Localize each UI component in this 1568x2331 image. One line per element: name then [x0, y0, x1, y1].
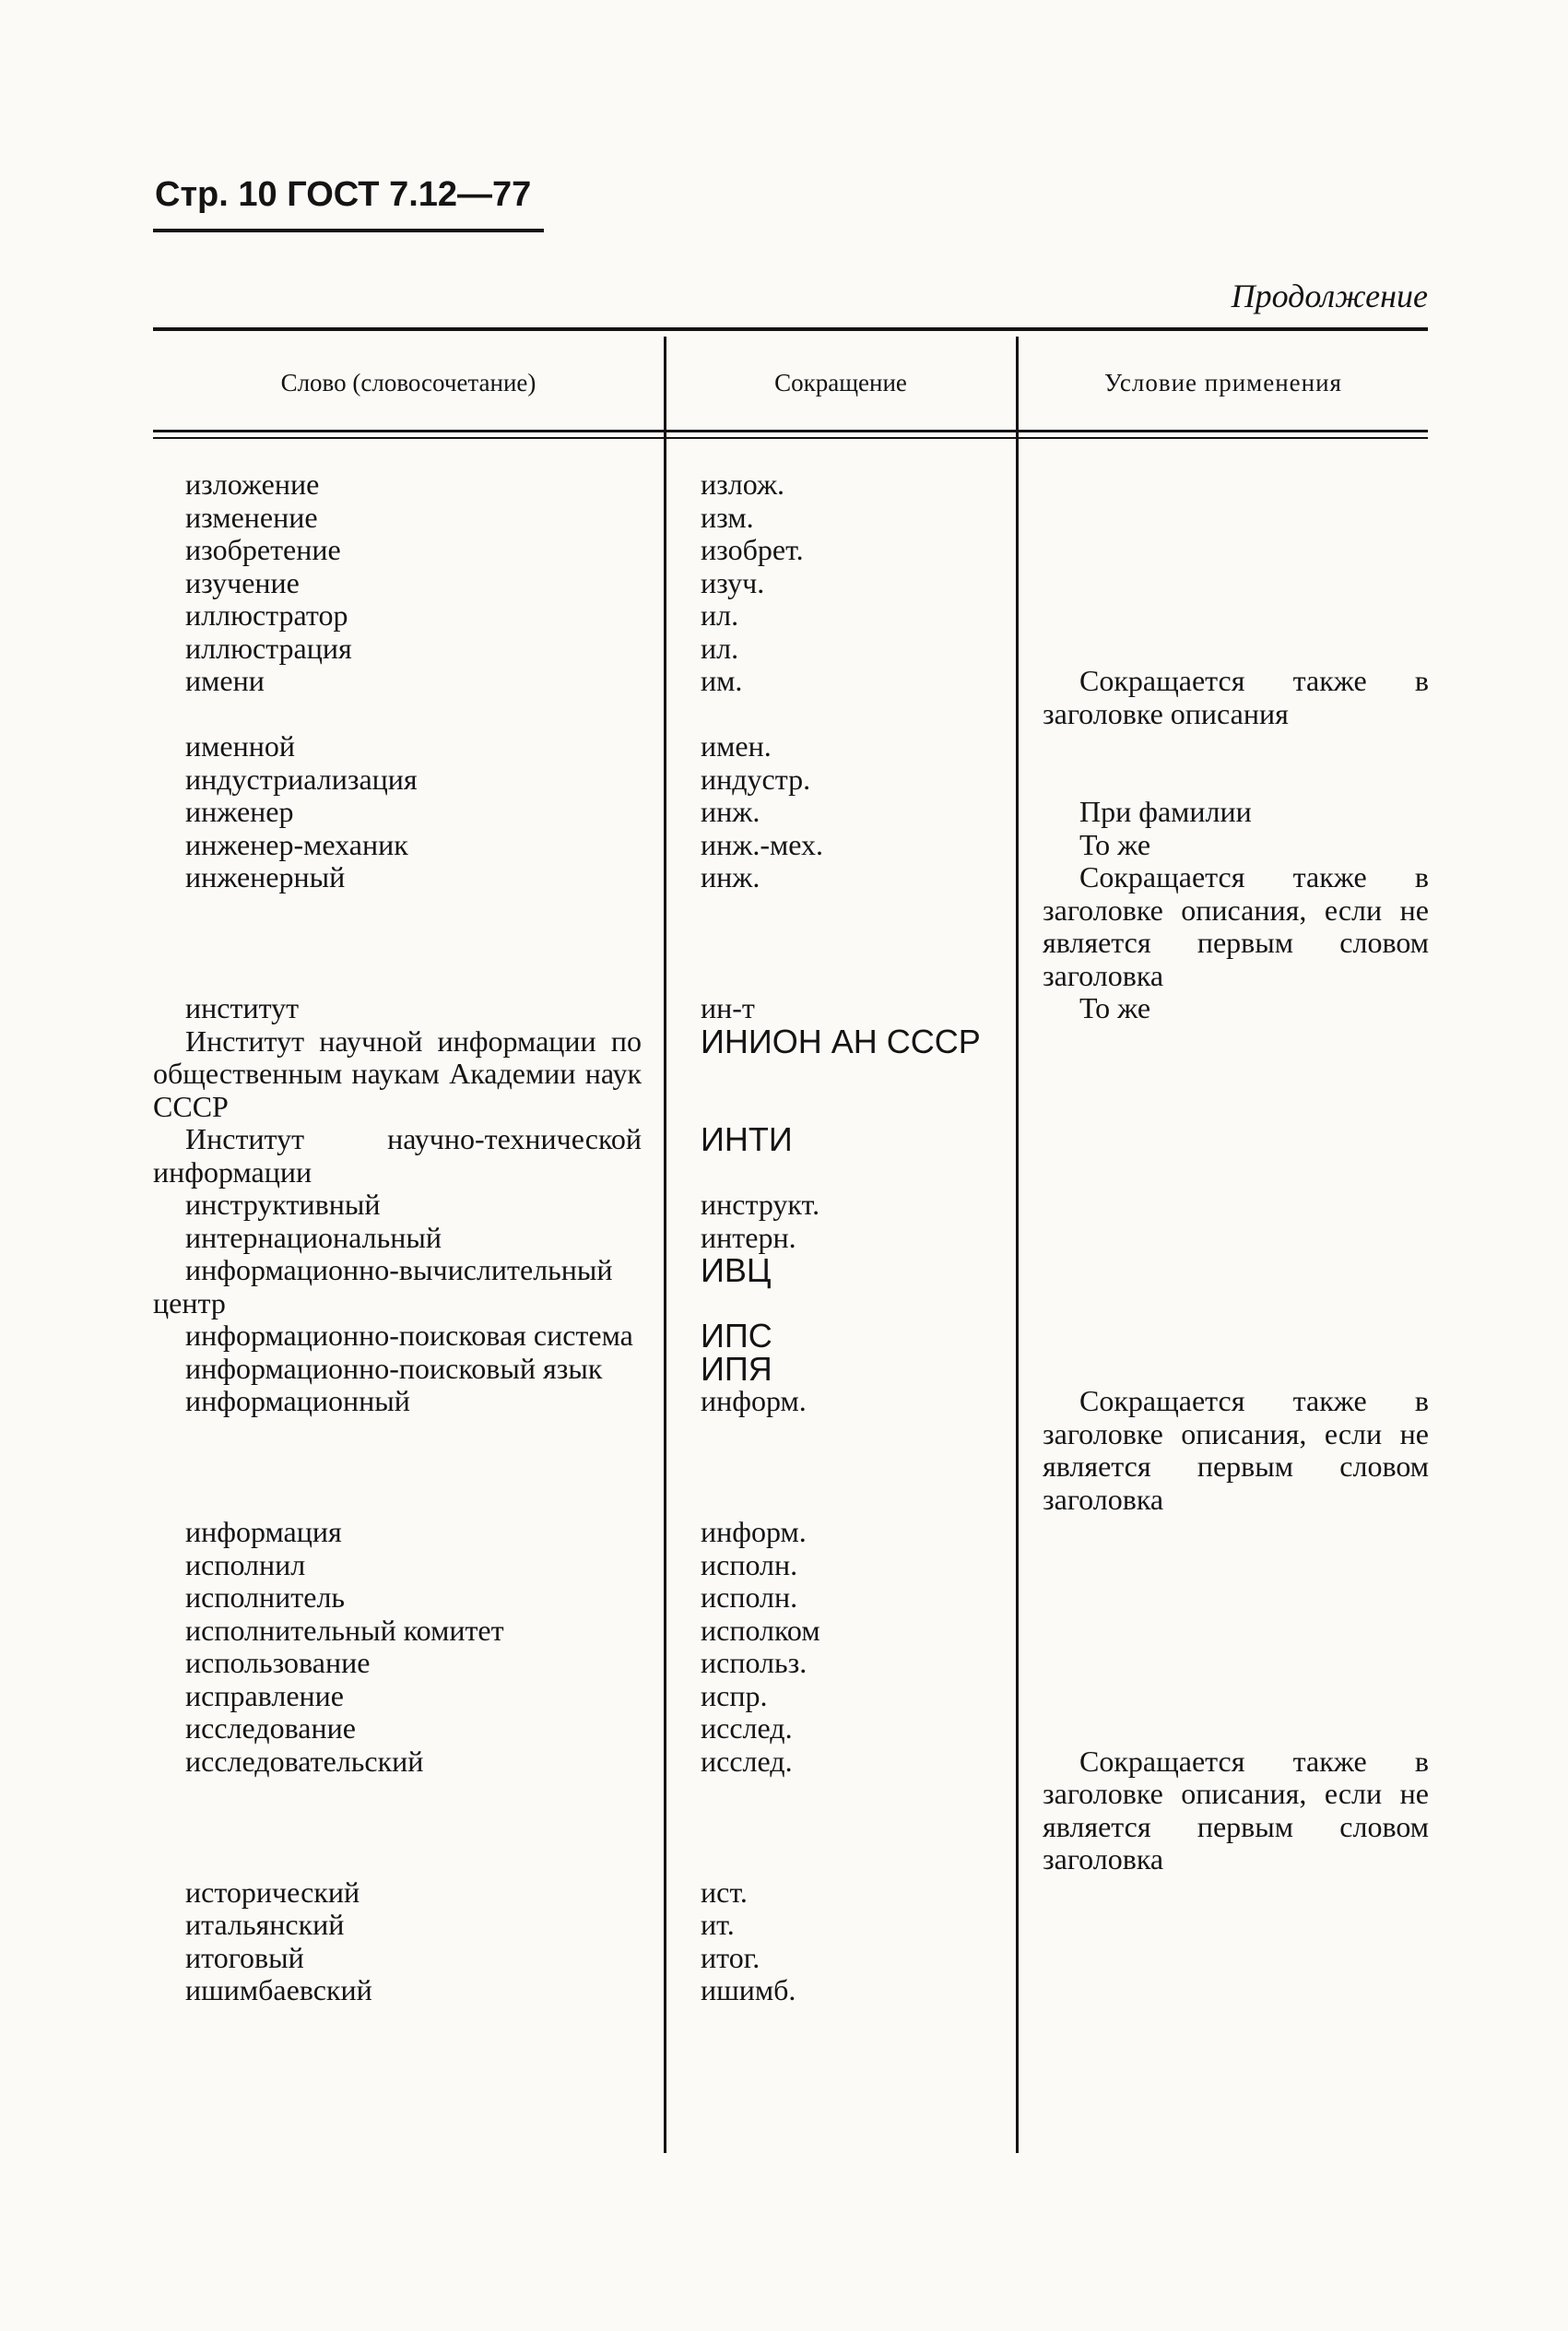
- word-cell: иллюстрация: [185, 631, 352, 665]
- condition-cell: [1017, 468, 1429, 502]
- abbreviation-cell: изуч.: [701, 565, 765, 599]
- condition-cell: [1017, 502, 1429, 535]
- word-cell: иллюстратор: [185, 598, 348, 632]
- word-cell: инженер-механик: [185, 827, 408, 861]
- word-cell: информационно-поисковый язык: [185, 1351, 603, 1385]
- word-cell: индустриализация: [185, 762, 418, 796]
- table-row: [0, 1549, 1568, 1582]
- table-row: [0, 502, 1568, 535]
- condition-cell: [1017, 1876, 1429, 1910]
- table-row: [0, 1022, 1568, 1124]
- abbreviation-cell: инж.-мех.: [701, 827, 824, 861]
- table-row: [0, 1120, 1568, 1189]
- condition-cell: [1017, 1549, 1429, 1582]
- abbreviation-cell: исполн.: [701, 1547, 798, 1581]
- word-cell: именной: [185, 729, 295, 763]
- condition-cell: Сокращается также в заголовке описания, если не является первым словом заголовка: [1043, 1744, 1429, 1875]
- condition-cell: [1017, 1254, 1429, 1319]
- word-cell: исторический: [185, 1875, 360, 1909]
- abbreviation-cell: индустр.: [701, 762, 811, 796]
- abbreviation-cell: ИПС: [701, 1317, 772, 1355]
- condition-cell: [1017, 1189, 1429, 1222]
- condition-cell: [1017, 1909, 1429, 1942]
- condition-cell: Сокращается также в заголовке описания, если не является первым словом заголовка: [1043, 860, 1429, 992]
- table-row: [0, 1516, 1568, 1549]
- table-row: [0, 1876, 1568, 1910]
- condition-cell: [1017, 633, 1429, 666]
- condition-cell: [1017, 1581, 1429, 1615]
- table-body: [0, 468, 1568, 2007]
- abbreviation-cell: ИНИОН АН СССР: [701, 1022, 981, 1060]
- word-cell: имени: [185, 664, 265, 697]
- table-row: [0, 1942, 1568, 1975]
- abbreviation-cell: инж.: [701, 860, 760, 893]
- word-cell: исследовательский: [185, 1744, 424, 1778]
- abbreviation-cell: изм.: [701, 500, 754, 534]
- abbreviation-cell: ИНТИ: [701, 1120, 793, 1158]
- abbreviation-cell: ист.: [701, 1875, 748, 1909]
- abbreviation-cell: информ.: [701, 1515, 807, 1548]
- table-row: [0, 468, 1568, 502]
- table-row: [0, 1385, 1568, 1516]
- abbreviation-cell: ил.: [701, 631, 739, 665]
- table-row: [0, 1909, 1568, 1942]
- condition-cell: При фамилии: [1079, 795, 1252, 828]
- table-row: [0, 796, 1568, 829]
- word-cell: итальянский: [185, 1908, 345, 1941]
- condition-cell: Сокращается также в заголовке описания, если не является первым словом заголовка: [1043, 1384, 1429, 1516]
- table-row: [0, 1189, 1568, 1222]
- abbreviation-cell: исслед.: [701, 1744, 793, 1778]
- table-row: [0, 1349, 1568, 1388]
- word-cell: итоговый: [185, 1940, 304, 1974]
- condition-cell: [1017, 1025, 1429, 1124]
- table-row: [0, 992, 1568, 1025]
- table-row: [0, 599, 1568, 633]
- continuation-label: Продолжение: [1231, 278, 1428, 314]
- word-cell: исследование: [185, 1711, 356, 1745]
- abbreviation-cell: ит.: [701, 1908, 735, 1941]
- abbreviation-cell: исполн.: [701, 1580, 798, 1614]
- table-top-rule: [153, 327, 1428, 331]
- condition-cell: [1017, 1712, 1429, 1745]
- word-cell: инженер: [185, 795, 294, 828]
- condition-cell: [1017, 1974, 1429, 2007]
- condition-cell: [1017, 1680, 1429, 1713]
- condition-cell: То же: [1079, 827, 1151, 861]
- condition-cell: [1017, 1647, 1429, 1680]
- abbreviation-cell: инж.: [701, 795, 760, 828]
- word-cell: Институт научной информации по общественным наукам Академии наук СССР: [153, 1024, 642, 1123]
- column-header-condition: Условие применения: [1104, 369, 1342, 396]
- condition-cell: [1017, 1222, 1429, 1255]
- column-header-abbreviation: Сокращение: [774, 369, 907, 396]
- table-row: [0, 633, 1568, 666]
- table-row: [0, 763, 1568, 797]
- table-row: [0, 730, 1568, 763]
- word-cell: информация: [185, 1515, 342, 1548]
- abbreviation-cell: исполком: [701, 1613, 820, 1647]
- condition-cell: [1017, 1615, 1429, 1648]
- table-row: [0, 1615, 1568, 1648]
- word-cell: исполнительный комитет: [185, 1613, 504, 1647]
- abbreviation-cell: ишимб.: [701, 1973, 796, 2006]
- abbreviation-cell: ил.: [701, 598, 739, 632]
- table-row: [0, 567, 1568, 600]
- condition-cell: [1017, 1319, 1429, 1353]
- condition-cell: [1017, 1516, 1429, 1549]
- condition-cell: [1017, 763, 1429, 797]
- table-row: [0, 1251, 1568, 1319]
- header-double-rule-top: [153, 430, 1428, 432]
- header-rule: [153, 229, 544, 232]
- word-cell: исполнитель: [185, 1580, 345, 1614]
- word-cell: инженерный: [185, 860, 346, 893]
- condition-cell: [1017, 730, 1429, 763]
- table-row: [0, 1745, 1568, 1876]
- table-row: [0, 1319, 1568, 1353]
- table-row: [0, 1222, 1568, 1255]
- condition-cell: [1017, 599, 1429, 633]
- word-cell: информационно-поисковая система: [185, 1319, 633, 1352]
- word-cell: институт: [185, 991, 300, 1024]
- table-row: [0, 665, 1568, 730]
- table-row: [0, 534, 1568, 567]
- abbreviation-cell: инструкт.: [701, 1188, 820, 1221]
- word-cell: изобретение: [185, 533, 341, 566]
- word-cell: изложение: [185, 467, 320, 501]
- condition-cell: [1017, 1353, 1429, 1386]
- word-cell: изучение: [185, 565, 300, 599]
- word-cell: изменение: [185, 500, 318, 534]
- table-row: [0, 1680, 1568, 1713]
- condition-cell: То же: [1079, 991, 1151, 1024]
- word-cell: исполнил: [185, 1547, 306, 1581]
- abbreviation-cell: излож.: [701, 467, 785, 501]
- table-row: [0, 1974, 1568, 2007]
- table-row: [0, 1647, 1568, 1680]
- condition-cell: [1017, 1123, 1429, 1189]
- condition-cell: [1017, 1942, 1429, 1975]
- abbreviation-cell: им.: [701, 664, 743, 697]
- word-cell: ишимбаевский: [185, 1973, 372, 2006]
- column-header-word: Слово (словосочетание): [280, 369, 536, 396]
- abbreviation-cell: использ.: [701, 1646, 808, 1679]
- abbreviation-cell: итог.: [701, 1940, 760, 1974]
- condition-cell: Сокращается также в заголовке описания: [1043, 664, 1429, 730]
- word-cell: использование: [185, 1646, 371, 1679]
- header-double-rule-bottom: [153, 437, 1428, 439]
- word-cell: интернациональный: [185, 1220, 442, 1254]
- table-row: [0, 1712, 1568, 1745]
- abbreviation-cell: интерн.: [701, 1220, 796, 1254]
- abbreviation-cell: исслед.: [701, 1711, 793, 1745]
- condition-cell: [1017, 534, 1429, 567]
- table-row: [0, 861, 1568, 992]
- condition-cell: [1017, 567, 1429, 600]
- abbreviation-cell: имен.: [701, 729, 772, 763]
- page-header: Стр. 10 ГОСТ 7.12—77: [155, 175, 532, 214]
- abbreviation-cell: ИВЦ: [701, 1251, 772, 1289]
- table-row: [0, 1581, 1568, 1615]
- word-cell: инструктивный: [185, 1188, 381, 1221]
- word-cell: информационно-вычислительный центр: [153, 1253, 613, 1319]
- table-row: [0, 829, 1568, 862]
- abbreviation-cell: ин-т: [701, 991, 755, 1024]
- word-cell: Институт научно-технической информации: [153, 1122, 642, 1189]
- abbreviation-cell: изобрет.: [701, 533, 804, 566]
- abbreviation-cell: испр.: [701, 1678, 768, 1712]
- word-cell: информационный: [185, 1384, 410, 1417]
- abbreviation-cell: ИПЯ: [701, 1349, 772, 1388]
- word-cell: исправление: [185, 1678, 344, 1712]
- abbreviation-cell: информ.: [701, 1384, 807, 1417]
